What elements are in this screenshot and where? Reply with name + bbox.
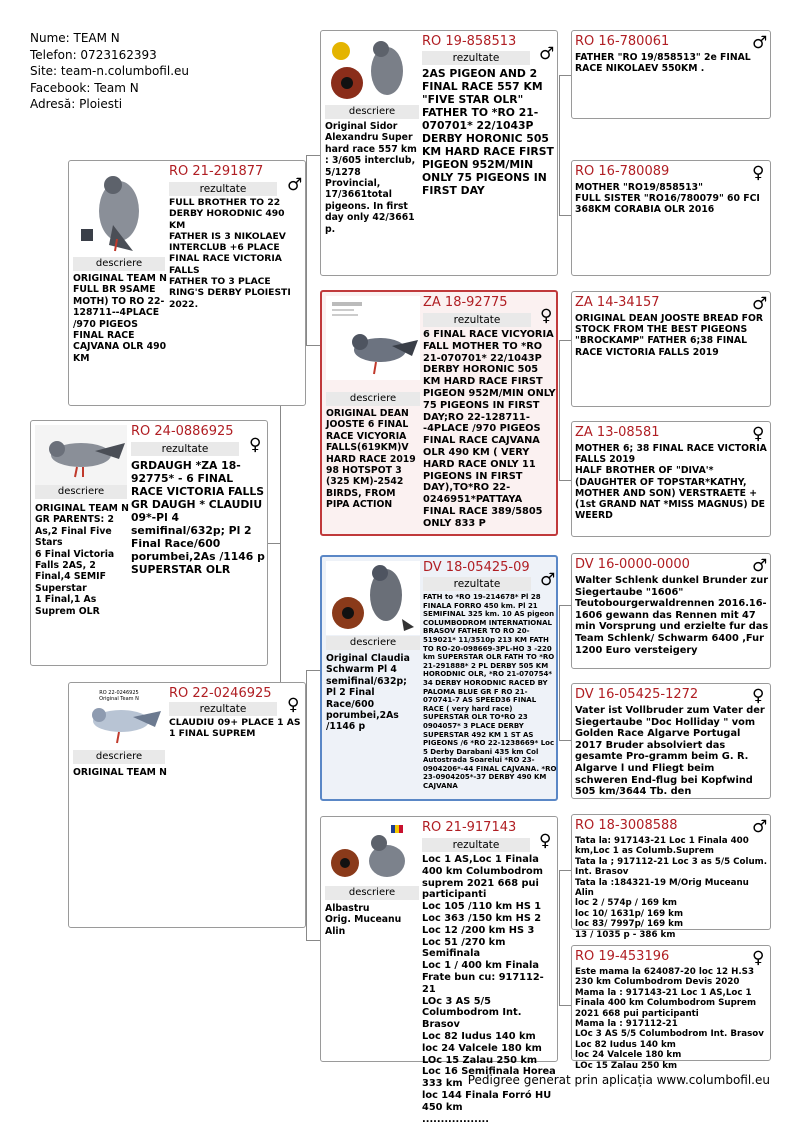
grandsire-maternal-origin: Original Claudia Schwarm Pl 4 semifinal/632p; Pl 2 Final Race/600 porumbei,2As /1146 p bbox=[326, 653, 410, 733]
owner-address: Adresă: Ploiesti bbox=[30, 97, 123, 111]
male-icon: ♂ bbox=[540, 570, 556, 590]
granddam-paternal-description-tab[interactable]: descriere bbox=[326, 392, 420, 406]
ggp-sire-sire-details: FATHER "RO 19/858513" 2e FINAL RACE NIKOLAEV 550KM . bbox=[575, 52, 751, 75]
male-icon: ♂ bbox=[752, 817, 768, 837]
footer-credit: Pedigree generat prin aplicația www.columbofil.eu bbox=[467, 1073, 770, 1087]
owner-phone: Telefon: 0723162393 bbox=[30, 47, 157, 62]
grandsire-paternal-description-tab[interactable]: descriere bbox=[325, 105, 419, 119]
grandsire-maternal-photo bbox=[326, 561, 420, 635]
dam-details: CLAUDIU 09+ PLACE 1 AS 1 FINAL SUPREM bbox=[169, 717, 301, 740]
granddam-maternal-ring-number: RO 21-917143 bbox=[422, 820, 517, 835]
sire-description-tab[interactable]: descriere bbox=[73, 257, 165, 271]
ggp-dam-sire-ring-number: ZA 14-34157 bbox=[575, 295, 660, 310]
granddam-maternal-description-tab[interactable]: descriere bbox=[325, 886, 419, 900]
dam-photo-caption-ring: RO 22-0246925 bbox=[99, 690, 139, 696]
subject-results-tab[interactable]: rezultate bbox=[131, 442, 239, 456]
ggp-mdam-dam-card[interactable] bbox=[571, 945, 771, 1071]
male-icon: ♂ bbox=[752, 294, 768, 314]
granddam-maternal-details: Loc 1 AS,Loc 1 Finala 400 km Columbodrom suprem 2021 668 pui participanti Loc 105 /110 km HS 1 Loc 363 /150 km HS 2 Loc 12 /200 km HS 3 Loc 51 /270 km Semifinala Loc 1 / 400 km Finala Frate bun cu: 917112-21 LOc 3 AS 5/5 Columbodrom Int. Brasov Loc 82 Iudus 140 km loc 24 Valcele 180 km LOc 15 Zalau 250 km Loc 16 Semifinala Horea 333 km loc 144 Finala Forró HU 450 km .................. bbox=[422, 854, 556, 1125]
granddam-paternal-details: 6 FINAL RACE VICYORIA FALL MOTHER TO *RO 21-070701* 22/1043P DERBY HORONIC 505 KM HARD RACE FIRST PIGEON 952M/MIN ONLY 75 PIGEONS IN FIRST DAY;RO 22-128711--4PLACE /970 PIGEOS FINAL RACE CAJVANA OLR 490 KM ( VERY HARD RACE ONLY 11 PIGEONS IN FIRST DAY),TO*RO 22-0246951*PATTAYA FINAL RACE 389/5805 ONLY 833 P bbox=[423, 329, 556, 529]
granddam-paternal-card[interactable] bbox=[320, 290, 558, 536]
ggp-msire-dam-details: Vater ist Vollbruder zum Vater der Siegertaube "Doc Holliday " vom Golden Race Algarve Portugal 2017 Bruder absolviert das gesamte Pro-gramm beim G. R. Algarve l und Fliegt beim schweren End-flug bei Kopfwind 505 km/3644 Tb. den bbox=[575, 705, 765, 798]
ggp-sire-dam-ring-number: RO 16-780089 bbox=[575, 164, 670, 179]
ggp-mdam-sire-card[interactable] bbox=[571, 814, 771, 940]
female-icon: ♀ bbox=[752, 948, 765, 968]
grandsire-paternal-origin: Original Sidor Alexandru Super hard race 557 km : 3/605 interclub, 5/1278 Provincial, 17/3661total pigeons. In first day only 42/3661 p. bbox=[325, 121, 417, 235]
granddam-paternal-ring-number: ZA 18-92775 bbox=[423, 295, 508, 310]
dam-ring-number: RO 22-0246925 bbox=[169, 686, 272, 701]
female-icon: ♀ bbox=[752, 424, 765, 444]
ggp-dam-dam-details: MOTHER 6; 38 FINAL RACE VICTORIA FALLS 2019 HALF BROTHER OF "DIVA'*(DAUGHTER OF TOPSTAR*KATHY, MOTHER AND SON) VERSTRAETE +(1st GRAND NAT *MISS MAGNUS) DE WEERD bbox=[575, 443, 767, 522]
granddam-maternal-results-tab[interactable]: rezultate bbox=[422, 838, 530, 852]
ggp-msire-sire-card[interactable] bbox=[571, 553, 771, 669]
owner-name: Nume: TEAM N bbox=[30, 31, 120, 45]
ggp-sire-sire-card[interactable] bbox=[571, 30, 771, 119]
female-icon: ♀ bbox=[287, 695, 300, 715]
grandsire-maternal-details: FATH to *RO 19-214678* Pl 28 FINALA FORRO 450 km. Pl 21 SEMIFINAL 325 km. 10 AS pigeon COLUMBODROM INTERNATIONAL BRASOV FATHER TO RO 20-519021* 11/3510p 213 KM FATH TO RO-20-098669-3PL-HO 3 -220 km SUPERSTAR OLR FATH TO *RO 21-291888* 2 PL DERBY 505 KM HORODNIC OLR, *RO 21-070754* 34 DERBY HORODNIC RACED BY PALOMA BLUE GR F RO 21-070741-7 AS SPEED36 FINAL RACE ( very hard race) SUPERSTAR OLR TO*RO 23 0904057* 3 PLACE DERBY SUPERSTAR 492 KM 1 ST AS PIGEONS /6 *RO 22-1238669* Loc 5 Derby Darabani 435 km Col Autostrada Soarelui *RO 23-0904206*-44 FINAL CAJVANA. *RO 23-0904205*-37 DERBY 490 KM CAJVANA bbox=[423, 593, 557, 791]
sire-ring-number: RO 21-291877 bbox=[169, 164, 264, 179]
owner-site: Site: team-n.columbofil.eu bbox=[30, 64, 189, 78]
sire-details: FULL BROTHER TO 22 DERBY HORODNIC 490 KM FATHER IS 3 NIKOLAEV INTERCLUB +6 PLACE FINAL RACE VICTORIA FALLS FATHER TO 3 PLACE RING'S DERBY PLOIESTI 2022. bbox=[169, 197, 291, 310]
female-icon: ♀ bbox=[539, 831, 552, 851]
ggp-sire-dam-details: MOTHER "RO19/858513" FULL SISTER "RO16/780079" 60 FCI 368KM CORABIA OLR 2016 bbox=[575, 182, 760, 216]
granddam-paternal-origin: ORIGINAL DEAN JOOSTE 6 FINAL RACE VICYORIA FALLS(619KM)V HARD RACE 2019 98 HOTSPOT 3 (325 KM)-2542 BIRDS, FROM PIPA ACTION bbox=[326, 408, 416, 511]
ggp-mdam-dam-ring-number: RO 19-453196 bbox=[575, 949, 670, 964]
ggp-dam-dam-card[interactable] bbox=[571, 421, 771, 537]
sire-results-tab[interactable]: rezultate bbox=[169, 182, 277, 196]
sire-photo bbox=[73, 165, 165, 255]
grandsire-maternal-ring-number: DV 18-05425-09 bbox=[423, 560, 530, 575]
male-icon: ♂ bbox=[752, 33, 768, 53]
granddam-maternal-card[interactable] bbox=[320, 816, 558, 1125]
dam-card[interactable] bbox=[68, 682, 306, 928]
ggp-msire-sire-details: Walter Schlenk dunkel Brunder zur Siegertaube "1606" Teutobourgerwaldrennen 2016.16-1606 gewann das Rennen mit 47 min Vorsprung und erzielte fur das Team Schlenk/ Schwarm 6400 ,Fur 1200 Euro versteigery bbox=[575, 575, 769, 656]
ggp-mdam-dam-details: Este mama la 624087-20 loc 12 H.S3 230 km Columbodrom Devis 2020 Mama la : 917143-21 Loc 1 AS,Loc 1 Finala 400 km Columbodrom Suprem 2021 668 pui participanti Mama la : 917112-21 LOc 3 AS 5/5 Columbodrom Int. Brasov Loc 82 Iudus 140 km loc 24 Valcele 180 km LOc 15 Zalau 250 km bbox=[575, 967, 764, 1071]
female-icon: ♀ bbox=[540, 306, 553, 326]
subject-ring-number: RO 24-0886925 bbox=[131, 424, 234, 439]
subject-description-tab[interactable]: descriere bbox=[35, 485, 127, 499]
male-icon: ♂ bbox=[752, 556, 768, 576]
subject-pigeon-card[interactable] bbox=[30, 420, 268, 666]
dam-description-tab[interactable]: descriere bbox=[73, 750, 165, 764]
granddam-maternal-photo bbox=[325, 821, 419, 885]
ggp-dam-dam-ring-number: ZA 13-08581 bbox=[575, 425, 660, 440]
female-icon: ♀ bbox=[752, 686, 765, 706]
female-icon: ♀ bbox=[249, 435, 262, 455]
grandsire-paternal-details: 2AS PIGEON AND 2 FINAL RACE 557 KM "FIVE STAR OLR" FATHER TO *RO 21-070701* 22/1043P DERBY HORONIC 505 KM HARD RACE FIRST PIGEON 952M/MIN ONLY 75 PIGEONS IN FIRST DAY bbox=[422, 67, 554, 197]
granddam-maternal-origin: Albastru Orig. Muceanu Alin bbox=[325, 903, 402, 937]
sire-card[interactable] bbox=[68, 160, 306, 406]
ggp-mdam-sire-ring-number: RO 18-3008588 bbox=[575, 818, 678, 833]
granddam-paternal-results-tab[interactable]: rezultate bbox=[423, 313, 531, 327]
owner-facebook: Facebook: Team N bbox=[30, 80, 139, 95]
ggp-sire-dam-card[interactable] bbox=[571, 160, 771, 276]
male-icon: ♂ bbox=[287, 175, 303, 195]
grandsire-maternal-results-tab[interactable]: rezultate bbox=[423, 577, 531, 591]
ggp-msire-sire-ring-number: DV 16-0000-0000 bbox=[575, 557, 690, 572]
female-icon: ♀ bbox=[752, 163, 765, 183]
contact-info bbox=[30, 30, 189, 113]
dam-photo bbox=[73, 687, 165, 749]
ggp-msire-dam-ring-number: DV 16-05425-1272 bbox=[575, 687, 699, 702]
grandsire-paternal-ring-number: RO 19-858513 bbox=[422, 34, 517, 49]
grandsire-maternal-card[interactable] bbox=[320, 555, 558, 801]
subject-pigeon-photo bbox=[35, 425, 127, 487]
sire-origin: ORIGINAL TEAM N FULL BR 9SAME MOTH) TO RO 22-128711--4PLACE /970 PIGEOS FINAL RACE CAJVANA OLR 490 KM bbox=[73, 273, 167, 364]
grandsire-paternal-card[interactable] bbox=[320, 30, 558, 276]
male-icon: ♂ bbox=[539, 44, 555, 64]
ggp-msire-dam-card[interactable] bbox=[571, 683, 771, 799]
dam-results-tab[interactable]: rezultate bbox=[169, 702, 277, 716]
ggp-sire-sire-ring-number: RO 16-780061 bbox=[575, 34, 670, 49]
grandsire-maternal-description-tab[interactable]: descriere bbox=[326, 636, 420, 650]
ggp-dam-sire-card[interactable] bbox=[571, 291, 771, 407]
grandsire-paternal-results-tab[interactable]: rezultate bbox=[422, 51, 530, 65]
dam-origin: ORIGINAL TEAM N bbox=[73, 767, 167, 778]
subject-details: GRDAUGH *ZA 18-92775* - 6 FINAL RACE VICTORIA FALLS GR DAUGH * CLAUDIU 09*-Pl 4 semifinal/632p; Pl 2 Final Race/600 porumbei,2As /1146 p SUPERSTAR OLR bbox=[131, 459, 265, 576]
ggp-mdam-sire-details: Tata la: 917143-21 Loc 1 Finala 400 km,Loc 1 as Columb.Suprem Tata la ; 917112-21 Loc 3 as 5/5 Colum. Int. Brasov Tata la :184321-19 M/Orig Muceanu Alin loc 2 / 574p / 169 km loc 10/ 1631p/ 169 km loc 83/ 7997p/ 169 km 13 / 1035 p - 386 km bbox=[575, 836, 768, 940]
grandsire-paternal-photo bbox=[325, 35, 419, 105]
dam-photo-caption-origin: Original Team N bbox=[99, 696, 139, 702]
subject-origin: ORIGINAL TEAM N GR PARENTS: 2 As,2 Final Five Stars 6 Final Victoria Falls 2AS, 2 Final,4 SEMIF Superstar 1 Final,1 As Suprem OLR bbox=[35, 503, 129, 617]
ggp-dam-sire-details: ORIGINAL DEAN JOOSTE BREAD FOR STOCK FROM THE BEST PIGEONS "BROCKAMP" FATHER 6;38 FINAL RACE VICTORIA FALLS 2019 bbox=[575, 313, 764, 358]
granddam-paternal-photo bbox=[326, 296, 420, 380]
